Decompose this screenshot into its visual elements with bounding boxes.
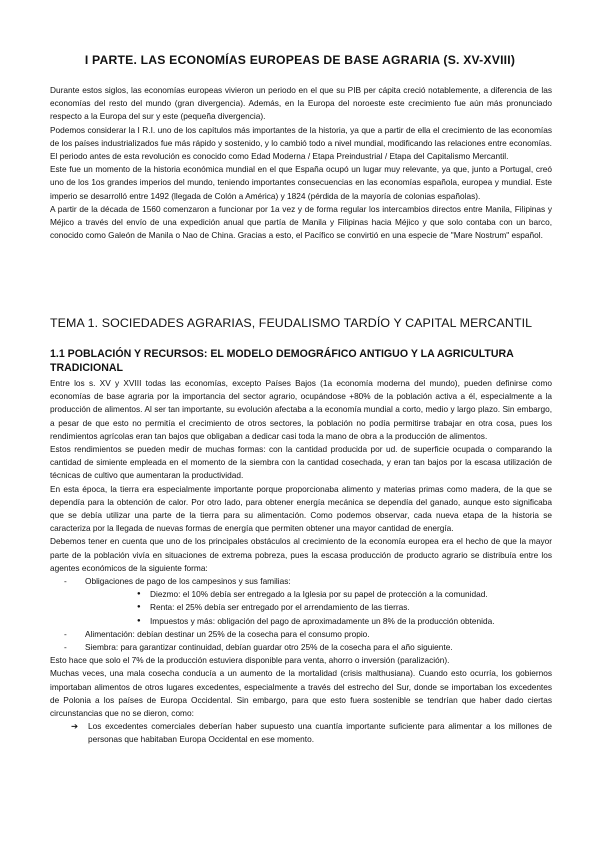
body-paragraph: Esto hace que solo el 7% de la producción estuviera disponible para venta, ahorro o inversión (paralización).: [50, 655, 450, 666]
intro-paragraph: Podemos considerar la I R.I. uno de los capítulos más importantes de la historia, ya que a partir de ella el crecimiento de las economías de los países industrializados fue más rápido y sostenido, y lo cambió todo a nivel mundial, modificando las relaciones entre economías. El periodo antes de esta revolución es conocido como Edad Moderna / Etapa Preindustrial / Etapa del Capitalismo Mercantil.: [50, 124, 552, 162]
section-title: 1.1 POBLACIÓN Y RECURSOS: EL MODELO DEMOGRÁFICO ANTIGUO Y LA AGRICULTURA TRADICIONAL: [50, 348, 514, 374]
part-title: I PARTE. LAS ECONOMÍAS EUROPEAS DE BASE AGRARIA (S. XV-XVIII): [84, 53, 516, 67]
sub-list: [85, 588, 552, 628]
body-section: [50, 377, 552, 747]
body-paragraph: Debemos tener en cuenta que uno de los principales obstáculos al crecimiento de la economía europea era el hecho de que la mayor parte de la población vivía en situaciones de extrema pobreza, pues la escasa producción de producto agrario se distribuía entre los agentes económicos de la siguiente forma:: [50, 536, 552, 573]
list-item: - Alimentación: debían destinar un 25% de la cosecha para el consumo propio.: [50, 628, 552, 641]
intro-section: [50, 84, 552, 242]
body-paragraph: Estos rendimientos se pueden medir de muchas formas: con la cantidad producida por ud. de superficie ocupada o comparando la cantidad de simiente empleada en el momento de la siembra con la cantidad cosechada, y eran tan bajos por la escasa utilización de técnicas de cultivo que aumentaran la productividad.: [50, 444, 552, 481]
distribution-list: [50, 575, 552, 654]
intro-paragraph: Durante estos siglos, las economías europeas vivieron un periodo en el que su PIB per cápita creció notablemente, a diferencia de las economías del resto del mundo (gran divergencia). Además, en la Europa del noroeste este crecimiento fue aún más pronunciado respecto a la Europa del sur y este (pequeña divergencia).: [50, 85, 552, 122]
body-paragraph: Entre los s. XV y XVIII todas las economías, excepto Países Bajos (1a economía moderna del mundo), pueden definirse como economías de base agraria por la importancia del sector agrario, ocupándose +80% de la población activa a él, especialmente a la producción de alimentos. Al ser tan importante, su evolución afectaba a la economía mundial a corto, medio y largo plazo. Sin embargo, a pesar de que esto no permitía el crecimiento de otros sectores, la población no podía permitirse trabajar en otra cosa, pues los rendimientos agrícolas eran tan bajos que obligaban a dedicar casi toda la mano de obra a la producción de alimentos.: [50, 378, 552, 441]
intro-paragraph: Este fue un momento de la historia económica mundial en el que España ocupó un lugar muy relevante, ya que, junto a Portugal, creó uno de los 1os grandes imperios del mundo, teniendo importantes consecuencias en las economías española, europea y mundial. Este imperio se desarrolló entre 1492 (llegada de Colón a América) y 1824 (pérdida de la mayoría de colonias españolas).: [50, 164, 552, 201]
sub-list-item: ● Diezmo: el 10% debía ser entregado a la Iglesia por su papel de protección a la comunidad.: [85, 588, 552, 601]
arrow-right-icon: ➔: [71, 721, 78, 732]
arrow-list-item: [50, 720, 552, 746]
body-paragraph: En esta época, la tierra era especialmente importante porque proporcionaba alimento y materias primas como madera, de la que se dependía para la obtención de calor. Por otro lado, para obtener energía mecánica se dependía del ganado, aunque esto significaba que se debía utilizar una parte de la tierra para su alimentación. Como podemos observar, cada nueva etapa de la historia se caracteriza por la llegada de nuevas formas de energía que permiten obtener una mayor cantidad de energía.: [50, 483, 552, 534]
tema-title: TEMA 1. SOCIEDADES AGRARIAS, FEUDALISMO TARDÍO Y CAPITAL MERCANTIL: [50, 316, 533, 330]
list-item: [50, 575, 552, 628]
sub-list-item: ● Renta: el 25% debía ser entregado por el arrendamiento de las tierras.: [85, 601, 552, 614]
intro-paragraph: A partir de la década de 1560 comenzaron a funcionar por 1a vez y de forma regular los intercambios directos entre Manila, Filipinas y Méjico a través del envío de una expedición anual que partía de Manila y Filipinas hacia Méjico y que solo contaba con un barco, conocido como Galeón de Manila o Nao de China. Gracias a esto, el Pacífico se convirtió en una especie de "Mare Nostrum" español.: [50, 203, 552, 241]
sub-list-item: ● Impuestos y más: obligación del pago de aproximadamente un 8% de la producción obtenida.: [85, 615, 552, 628]
body-paragraph: Muchas veces, una mala cosecha conducía a un aumento de la mortalidad (crisis malthusiana). Cuando esto ocurría, los gobiernos importaban alimentos de otros lugares excedentes, especialmente a través del estrecho del Sur, donde se importaban los excedentes de Polonia a los países de Europa Occidental. Sin embargo, para que esto fuera sostenible se tendrían que haber dado ciertas circunstancias que no se dieron, como:: [50, 668, 552, 719]
arrow-list-item-text: Los excedentes comerciales deberían haber supuesto una cuantía importante suficiente para alimentar a los millones de personas que habitaban Europa Occidental en ese momento.: [88, 721, 552, 745]
list-item: - Siembra: para garantizar continuidad, debían guardar otro 25% de la cosecha para el año siguiente.: [50, 641, 552, 654]
list-item-text: Obligaciones de pago de los campesinos y sus familias:: [85, 576, 291, 587]
